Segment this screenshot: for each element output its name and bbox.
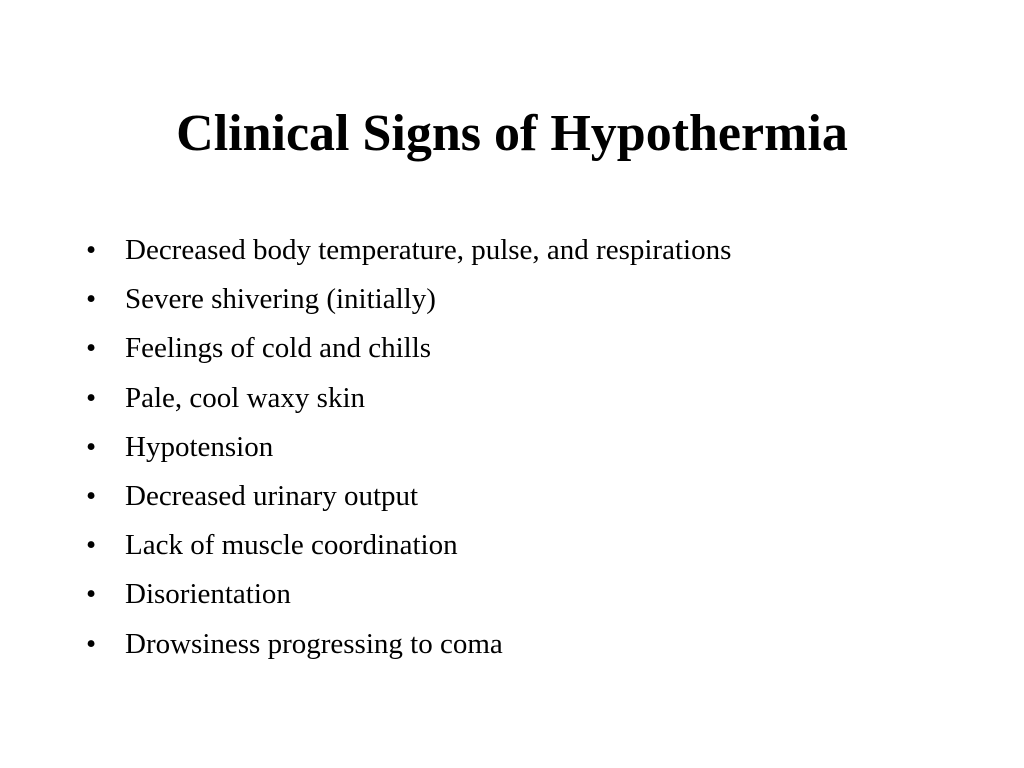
- bullet-icon: •: [86, 381, 97, 414]
- list-item: [86, 521, 986, 570]
- slide-title: Clinical Signs of Hypothermia: [176, 105, 848, 162]
- bullet-icon: •: [86, 627, 97, 660]
- bullet-icon: •: [86, 283, 97, 316]
- list-item: [86, 423, 986, 472]
- list-item: [86, 374, 986, 423]
- bullet-icon: •: [86, 234, 97, 266]
- bullet-icon: •: [86, 479, 97, 512]
- list-item: [86, 472, 986, 521]
- list-item-text: Decreased urinary output: [125, 479, 419, 512]
- bullet-icon: •: [86, 430, 97, 463]
- bullet-list: [86, 226, 986, 669]
- list-item: [86, 620, 986, 669]
- bullet-icon: •: [86, 332, 97, 365]
- list-item-text: Drowsiness progressing to coma: [125, 627, 503, 660]
- list-item: [86, 324, 986, 373]
- list-item-text: Hypotension: [125, 430, 274, 463]
- list-item-text: Disorientation: [125, 578, 291, 611]
- list-item-text: Lack of muscle coordination: [125, 529, 458, 562]
- list-item-text: Feelings of cold and chills: [125, 332, 432, 365]
- bullet-icon: •: [86, 578, 97, 611]
- list-item-text: Pale, cool waxy skin: [125, 381, 366, 414]
- bullet-icon: •: [86, 529, 97, 562]
- list-item: [86, 226, 986, 275]
- list-item-text: Severe shivering (initially): [125, 283, 436, 316]
- list-item: [86, 275, 986, 324]
- list-item: [86, 570, 986, 619]
- list-item-text: Decreased body temperature, pulse, and respirations: [125, 234, 732, 266]
